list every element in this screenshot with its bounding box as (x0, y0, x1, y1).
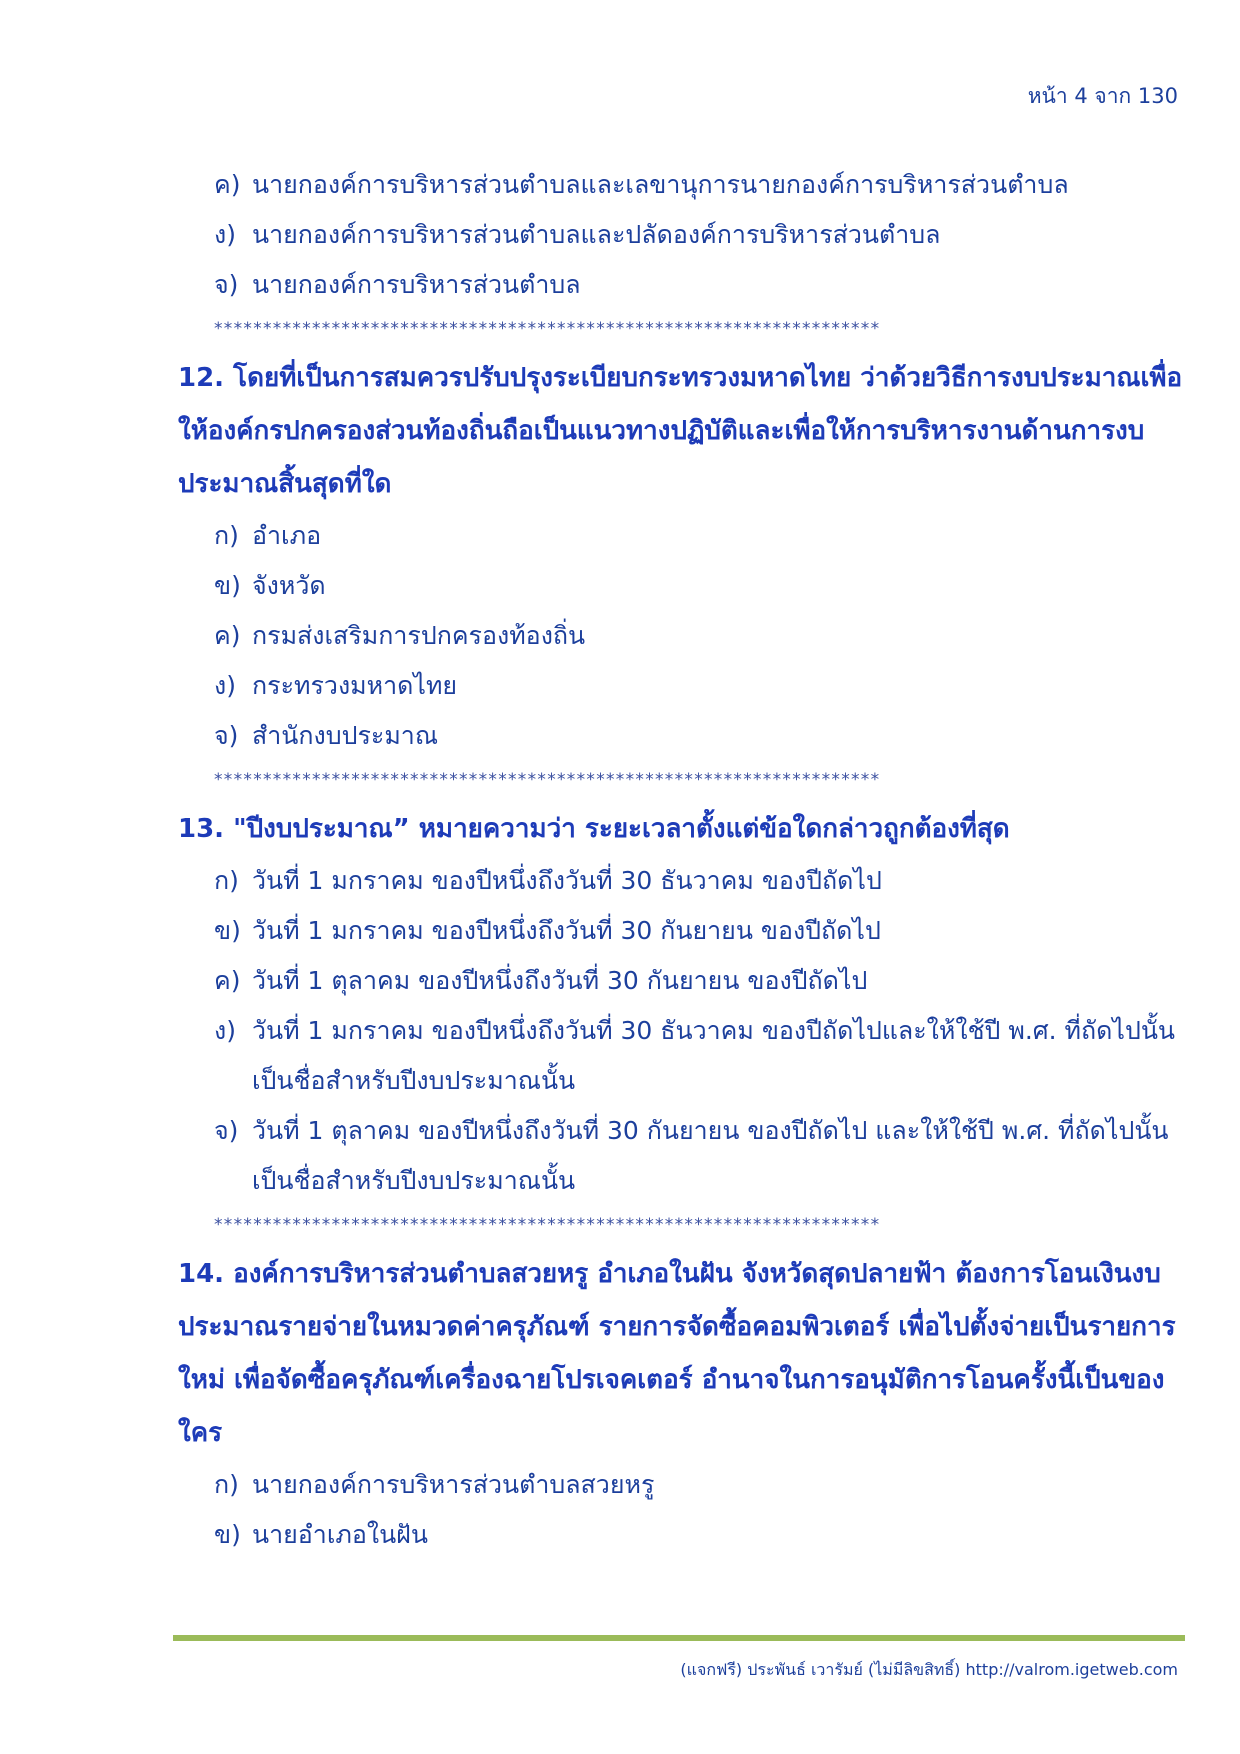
option-letter: จ) (214, 1116, 239, 1145)
question-text: 13. "ปีงบประมาณ” หมายความว่า ระยะเวลาตั้งแต่ข้อใดกล่าวถูกต้องที่สุด (178, 814, 1010, 844)
answer-option (178, 906, 1183, 956)
answer-option (178, 1460, 1183, 1510)
option-letter: ค) (214, 170, 241, 199)
answer-option (178, 1006, 1183, 1106)
option-text: วันที่ 1 มกราคม ของปีหนึ่งถึงวันที่ 30 กันยายน ของปีถัดไป (252, 916, 881, 945)
option-text: วันที่ 1 ตุลาคม ของปีหนึ่งถึงวันที่ 30 กันยายน ของปีถัดไป และให้ใช้ปี พ.ศ. ที่ถัดไปนั้นเป็นชื่อสำหรับปีงบประมาณนั้น (252, 1116, 1169, 1195)
answer-option (178, 1106, 1183, 1206)
page-number: หน้า 4 จาก 130 (1027, 84, 1178, 108)
answer-option (178, 260, 1183, 310)
option-text: นายกองค์การบริหารส่วนตำบลสวยหรู (252, 1470, 655, 1499)
answer-option (178, 661, 1183, 711)
option-letter: ค) (214, 621, 241, 650)
answer-option (178, 210, 1183, 260)
footer-credit: (แจกฟรี) ประพันธ์ เวารัมย์ (ไม่มีลิขสิทธิ์) http://valrom.igetweb.com (680, 1660, 1178, 1679)
answer-option (178, 511, 1183, 561)
option-text: นายกองค์การบริหารส่วนตำบลและเลขานุการนายกองค์การบริหารส่วนตำบล (252, 170, 1069, 199)
option-letter: ก) (214, 1470, 239, 1499)
option-letter: ง) (214, 1016, 236, 1045)
question-text: 12. โดยที่เป็นการสมควรปรับปรุงระเบียบกระทรวงมหาดไทย ว่าด้วยวิธีการงบประมาณเพื่อให้องค์กรปกครองส่วนท้องถิ่นถือเป็นแนวทางปฏิบัติและเพื่อให้การบริหารงานด้านการงบประมาณสิ้นสุดที่ใด (178, 363, 1183, 499)
option-text: นายอำเภอในฝัน (252, 1520, 428, 1549)
option-letter: ค) (214, 966, 241, 995)
option-letter: ข) (214, 571, 241, 600)
document-body (178, 160, 1183, 1560)
answer-option (178, 561, 1183, 611)
answer-option (178, 160, 1183, 210)
answer-option (178, 711, 1183, 761)
option-letter: จ) (214, 270, 239, 299)
asterisk-separator: ******************************************************************** (214, 770, 881, 790)
option-letter: ง) (214, 220, 236, 249)
option-text: นายกองค์การบริหารส่วนตำบล (252, 270, 581, 299)
option-text: วันที่ 1 ตุลาคม ของปีหนึ่งถึงวันที่ 30 กันยายน ของปีถัดไป (252, 966, 868, 995)
option-text: สำนักงบประมาณ (252, 721, 439, 750)
option-letter: ข) (214, 1520, 241, 1549)
option-letter: ก) (214, 866, 239, 895)
asterisk-separator: ******************************************************************** (214, 319, 881, 339)
option-text: กรมส่งเสริมการปกครองท้องถิ่น (252, 621, 586, 650)
option-text: อำเภอ (252, 521, 322, 550)
question-text: 14. องค์การบริหารส่วนตำบลสวยหรู อำเภอในฝัน จังหวัดสุดปลายฟ้า ต้องการโอนเงินงบประมาณรายจ่ายในหมวดค่าครุภัณฑ์ รายการจัดซื้อคอมพิวเตอร์ เพื่อไปตั้งจ่ายเป็นรายการใหม่ เพื่อจัดซื้อครุภัณฑ์เครื่องฉายโปรเจคเตอร์ อำนาจในการอนุมัติการโอนครั้งนี้เป็นของใคร (178, 1259, 1176, 1448)
option-letter: จ) (214, 721, 239, 750)
option-text: วันที่ 1 มกราคม ของปีหนึ่งถึงวันที่ 30 ธันวาคม ของปีถัดไป (252, 866, 882, 895)
footer-divider (173, 1635, 1185, 1641)
option-text: วันที่ 1 มกราคม ของปีหนึ่งถึงวันที่ 30 ธันวาคม ของปีถัดไปและให้ใช้ปี พ.ศ. ที่ถัดไปนั้นเป็นชื่อสำหรับปีงบประมาณนั้น (252, 1016, 1176, 1095)
answer-option (178, 1510, 1183, 1560)
option-letter: ข) (214, 916, 241, 945)
answer-option (178, 956, 1183, 1006)
option-text: กระทรวงมหาดไทย (252, 671, 458, 700)
option-text: นายกองค์การบริหารส่วนตำบลและปลัดองค์การบริหารส่วนตำบล (252, 220, 941, 249)
option-letter: ก) (214, 521, 239, 550)
answer-option (178, 611, 1183, 661)
answer-option (178, 856, 1183, 906)
option-letter: ง) (214, 671, 236, 700)
asterisk-separator: ******************************************************************** (214, 1215, 881, 1235)
option-text: จังหวัด (252, 571, 326, 600)
